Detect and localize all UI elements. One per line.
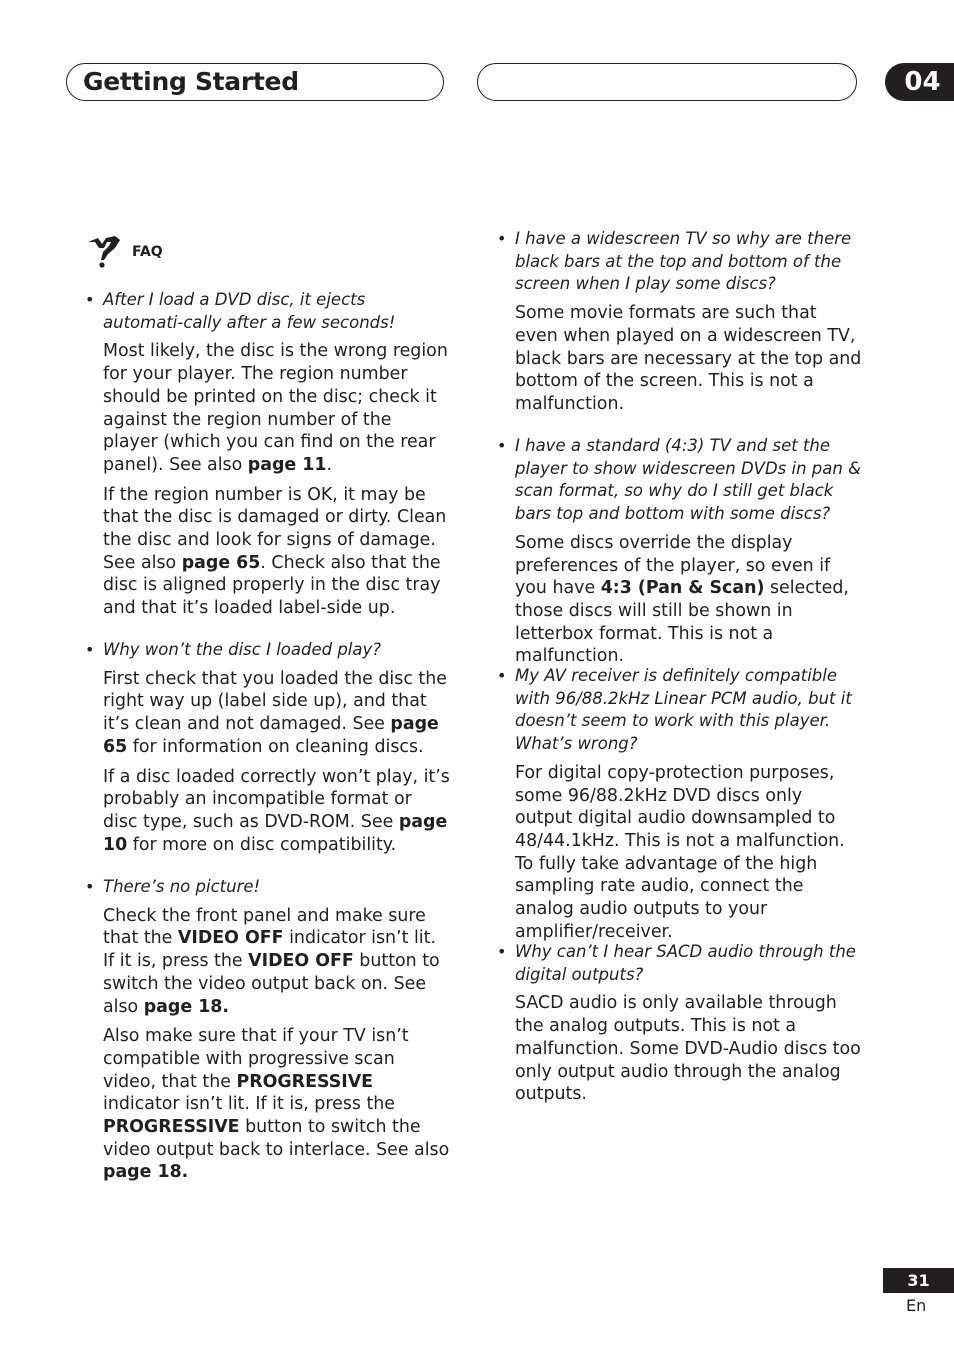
- faq-answer: SACD audio is only available through the analog outputs. This is not a malfunction. Some DVD-Audio discs too only output audio through the analog outputs.: [515, 993, 861, 1105]
- page-number: 31: [883, 1268, 954, 1293]
- faq-question: • I have a standard (4:3) TV and set the player to show widescreen DVDs in pan & scan format, so why do I still get black bars top and bottom with some discs?: [497, 436, 861, 524]
- bullet-icon: •: [497, 666, 507, 685]
- faq-answer: Most likely, the disc is the wrong region for your player. The region number should be printed on the disc; check it against the region number of the player (which you can find on the rear panel). See also page 11.: [103, 341, 448, 475]
- faq-item-av-receiver: [497, 665, 862, 950]
- faq-item-region: [85, 289, 450, 627]
- faq-answer: Some movie formats are such that even when played on a widescreen TV, black bars are necessary at the top and bottom of the screen. This is not a malfunction.: [515, 303, 862, 414]
- language-label: En: [906, 1296, 927, 1315]
- faq-item-wont-play: [85, 639, 450, 863]
- faq-question: • Why can’t I hear SACD audio through the digital outputs?: [497, 942, 856, 984]
- faq-answer: If a disc loaded correctly won’t play, it’s probably an incompatible format or disc type, such as DVD-ROM. See page 10 for more on disc compatibility.: [103, 766, 450, 855]
- bullet-icon: •: [497, 436, 507, 455]
- bullet-icon: •: [497, 229, 507, 248]
- bullet-icon: •: [85, 290, 95, 309]
- question-mark-icon: [85, 234, 125, 270]
- faq-item-sacd: [497, 941, 862, 1113]
- bullet-icon: •: [85, 640, 95, 659]
- faq-heading: [85, 234, 285, 270]
- header-right-frame: [477, 63, 857, 101]
- bullet-icon: •: [85, 877, 95, 896]
- faq-question: • Why won’t the disc I loaded play?: [85, 639, 450, 662]
- faq-item-widescreen: [497, 228, 862, 423]
- faq-answer: Also make sure that if your TV isn’t compatible with progressive scan video, that the PROGRESSIVE indicator isn’t lit. If it is, press the PROGRESSIVE button to switch the video output back to interlace. See also page 18.: [103, 1026, 450, 1183]
- faq-item-no-picture: [85, 876, 450, 1191]
- chapter-tab: 04: [885, 63, 954, 101]
- faq-answer: Some discs override the display preferences of the player, so even if you have 4:3 (Pan & Scan) selected, those discs will still be shown in letterbox format. This is not a malfunction.: [515, 532, 849, 667]
- faq-answer: For digital copy-protection purposes, some 96/88.2kHz DVD discs only output digital audio downsampled to 48/44.1kHz. This is not a malfunction. To fully take advantage of the high sampling rate audio, connect the analog audio outputs to your amplifier/receiver.: [515, 762, 845, 942]
- faq-answer: If the region number is OK, it may be that the disc is damaged or dirty. Clean the disc and look for signs of damage. See also page 65. Check also that the disc is aligned properly in the disc tray and that it’s loaded label-side up.: [103, 484, 447, 619]
- faq-label: FAQ: [132, 244, 163, 260]
- faq-answer: Check the front panel and make sure that the VIDEO OFF indicator isn’t lit. If it is, press the VIDEO OFF button to switch the video output back on. See also page 18.: [103, 905, 440, 1017]
- faq-question: • There’s no picture!: [85, 876, 450, 899]
- faq-answer: First check that you loaded the disc the right way up (label side up), and that it’s clean and not damaged. See page 65 for information on cleaning discs.: [103, 668, 447, 757]
- faq-question: • I have a widescreen TV so why are there black bars at the top and bottom of the screen when I play some discs?: [497, 229, 852, 294]
- section-title: Getting Started: [83, 67, 299, 96]
- bullet-icon: •: [497, 942, 507, 961]
- faq-question: • My AV receiver is definitely compatible with 96/88.2kHz Linear PCM audio, but it doesn’t seem to work with this player. What’s wrong?: [497, 666, 852, 754]
- faq-question: • After I load a DVD disc, it ejects automati-cally after a few seconds!: [85, 290, 396, 332]
- faq-item-pan-scan: [497, 435, 862, 675]
